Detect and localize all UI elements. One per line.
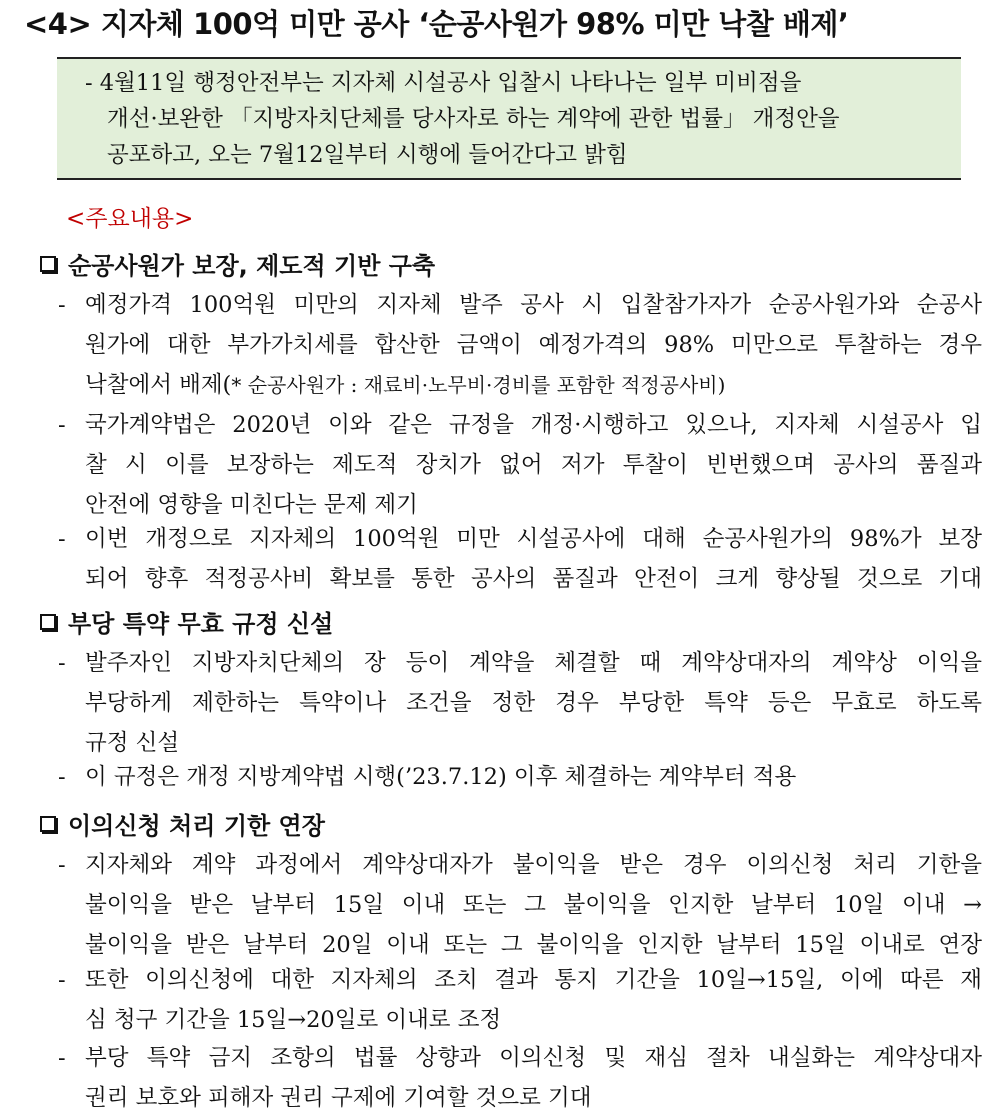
list-item (58, 845, 982, 965)
item-line: 규정 신설 (85, 730, 180, 756)
item-line (85, 365, 982, 405)
dash-bullet: - (58, 764, 66, 790)
list-item (58, 285, 982, 405)
item-line: 국가계약법은 2020년 이와 같은 규정을 개정·시행하고 있으나, 지자체 시설공사 입 (85, 412, 982, 438)
section-heading (40, 246, 435, 281)
dash-bullet: - (58, 412, 66, 438)
list-item (58, 757, 982, 797)
item-line-text: 낙찰에서 배제( (85, 372, 232, 398)
item-line: 지자체와 계약 과정에서 계약상대자가 불이익을 받은 경우 이의신청 처리 기한을 (85, 852, 982, 878)
item-line: 이 규정은 개정 지방계약법 시행(’23.7.12) 이후 체결하는 계약부터 적용 (85, 764, 797, 790)
item-line: 되어 향후 적정공사비 확보를 통한 공사의 품질과 안전이 크게 향상될 것으로 기대 (85, 566, 982, 592)
item-line: 이번 개정으로 지자체의 100억원 미만 시설공사에 대해 순공사원가의 98%가 보장 (85, 526, 982, 552)
checkbox-bullet-icon (40, 256, 56, 272)
summary-line: - 4월11일 행정안전부는 지자체 시설공사 입찰시 나타나는 일부 미비점을 (85, 70, 802, 96)
section-heading (40, 806, 325, 841)
item-line: 심 청구 기간을 15일→20일로 이내로 조정 (85, 1007, 502, 1033)
dash-bullet: - (58, 852, 66, 878)
item-line: 부당하게 제한하는 특약이나 조건을 정한 경우 부당한 특약 등은 무효로 하도록 (85, 690, 982, 716)
checkbox-bullet-icon (40, 816, 56, 832)
item-line: 안전에 영향을 미친다는 문제 제기 (85, 492, 418, 518)
item-line: 또한 이의신청에 대한 지자체의 조치 결과 통지 기간을 10일→15일, 이에 따른 재 (85, 967, 982, 993)
checkbox-bullet-icon (40, 614, 56, 630)
section-heading-text: 부당 특약 무효 규정 신설 (68, 610, 334, 638)
document-title: <4> 지자체 100억 미만 공사 ‘순공사원가 98% 미만 낙찰 배제’ (24, 7, 849, 41)
item-line: 권리 보호와 피해자 권리 구제에 기여할 것으로 기대 (85, 1085, 592, 1111)
summary-box (57, 57, 961, 180)
dash-bullet: - (58, 1045, 66, 1071)
section-heading-text: 이의신청 처리 기한 연장 (68, 812, 325, 840)
dash-bullet: - (58, 526, 66, 552)
summary-line: 공포하고, 오는 7월12일부터 시행에 들어간다고 밝힘 (107, 142, 628, 168)
list-item (58, 405, 982, 525)
item-line: 예정가격 100억원 미만의 지자체 발주 공사 시 입찰참가자가 순공사원가와 순공사 (85, 292, 982, 318)
dash-bullet: - (58, 650, 66, 676)
section-heading (40, 604, 333, 639)
dash-bullet: - (58, 967, 66, 993)
list-item (58, 643, 982, 763)
list-item (58, 1038, 982, 1118)
item-line: 찰 시 이를 보장하는 제도적 장치가 없어 저가 투찰이 빈번했으며 공사의 품질과 (85, 452, 982, 478)
item-line: 부당 특약 금지 조항의 법률 상향과 이의신청 및 재심 절차 내실화는 계약상대자 (85, 1045, 982, 1071)
item-line: 발주자인 지방자치단체의 장 등이 계약을 체결할 때 계약상대자의 계약상 이익을 (85, 650, 982, 676)
item-line: 불이익을 받은 날부터 20일 이내 또는 그 불이익을 인지한 날부터 15일 이내로 연장 (85, 932, 982, 958)
main-content-label: <주요내용> (66, 206, 194, 232)
list-item (58, 519, 982, 599)
section-heading-text: 순공사원가 보장, 제도적 기반 구축 (68, 252, 436, 280)
summary-line: 개선·보완한 「지방자치단체를 당사자로 하는 계약에 관한 법률」 개정안을 (107, 106, 840, 132)
list-item (58, 960, 982, 1040)
item-line: 원가에 대한 부가가치세를 합산한 금액이 예정가격의 98% 미만으로 투찰하는 경우 (85, 332, 982, 358)
item-footnote: * 순공사원가 : 재료비·노무비·경비를 포함한 적정공사비) (231, 373, 726, 397)
item-line: 불이익을 받은 날부터 15일 이내 또는 그 불이익을 인지한 날부터 10일 이내 → (85, 892, 982, 918)
dash-bullet: - (58, 292, 66, 318)
